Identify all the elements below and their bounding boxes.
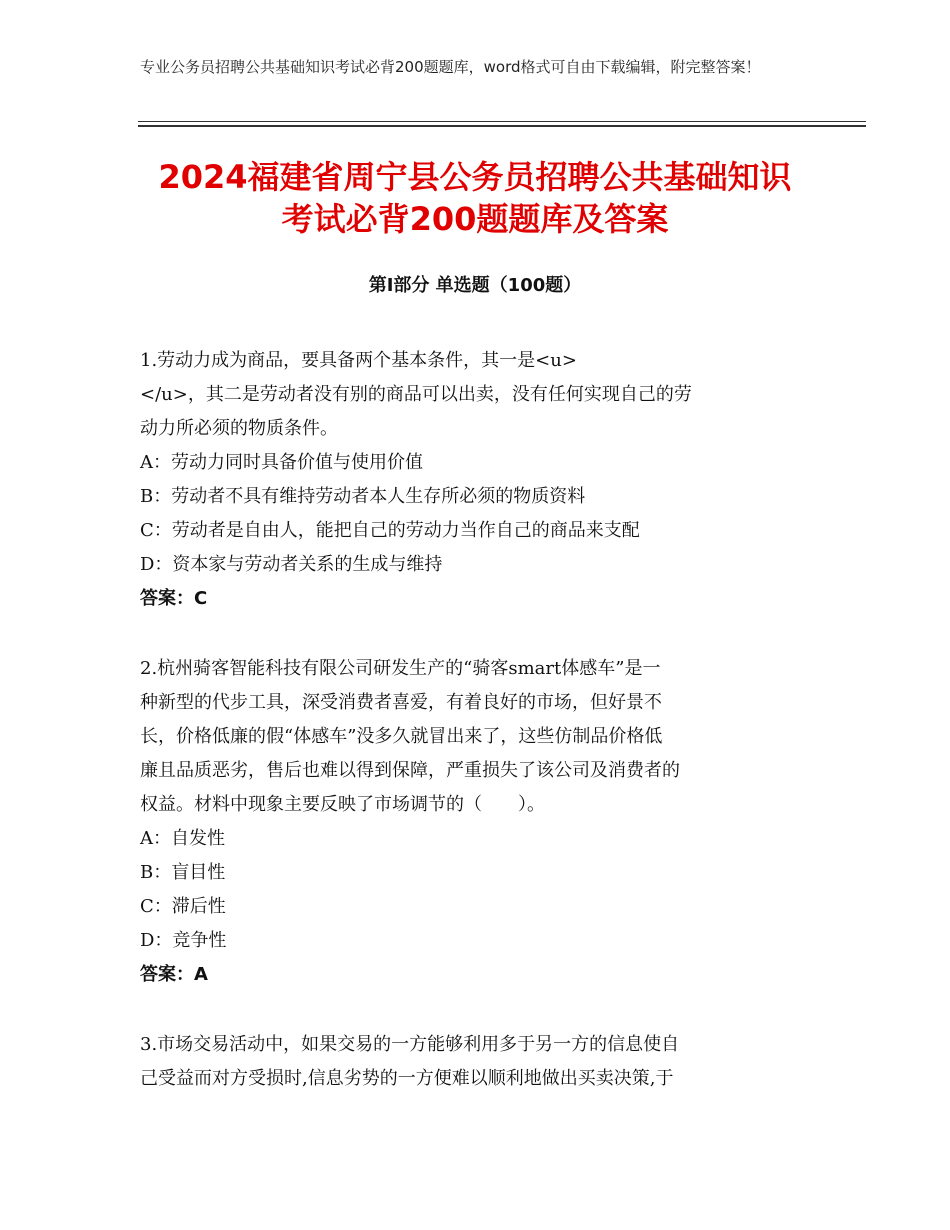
question-stem-line: 动力所必须的物质条件。 xyxy=(140,418,338,439)
option-b: B：盲目性 xyxy=(140,862,226,883)
question-3 xyxy=(140,1028,800,1096)
header-rule-thick xyxy=(138,125,866,127)
option-a: A：自发性 xyxy=(140,828,225,849)
question-stem-line: 1.劳动力成为商品，要具备两个基本条件，其一是<u> xyxy=(140,350,577,371)
question-stem-line: </u>，其二是劳动者没有别的商品可以出卖，没有任何实现自己的劳 xyxy=(140,384,692,405)
question-stem-line: 廉且品质恶劣，售后也难以得到保障，严重损失了该公司及消费者的 xyxy=(140,760,680,781)
question-stem-line: 3.市场交易活动中，如果交易的一方能够利用多于另一方的信息使自 xyxy=(140,1034,680,1055)
question-stem-line: 己受益而对方受损时,信息劣势的一方便难以顺利地做出买卖决策,于 xyxy=(140,1068,674,1089)
option-c: C：劳动者是自由人，能把自己的劳动力当作自己的商品来支配 xyxy=(140,520,640,541)
question-list xyxy=(140,344,800,1132)
option-d: D：资本家与劳动者关系的生成与维持 xyxy=(140,554,443,575)
document-title xyxy=(100,156,850,240)
option-b: B：劳动者不具有维持劳动者本人生存所必须的物质资料 xyxy=(140,486,586,507)
question-stem-line: 种新型的代步工具，深受消费者喜爱，有着良好的市场，但好景不 xyxy=(140,692,662,713)
option-a: A：劳动力同时具备价值与使用价值 xyxy=(140,452,423,473)
option-d: D：竞争性 xyxy=(140,930,227,951)
answer: 答案：A xyxy=(140,964,208,985)
question-2 xyxy=(140,652,800,992)
section-title: 第Ⅰ部分 单选题（100题） xyxy=(368,275,582,296)
header-note: 专业公务员招聘公共基础知识考试必背200题题库，word格式可自由下载编辑，附完整答案！ xyxy=(140,58,761,76)
title-line-2: 考试必背200题题库及答案 xyxy=(281,200,669,238)
question-1 xyxy=(140,344,800,616)
question-stem-line: 权益。材料中现象主要反映了市场调节的（ ）。 xyxy=(140,794,545,815)
title-line-1: 2024福建省周宁县公务员招聘公共基础知识 xyxy=(158,158,792,196)
answer: 答案：C xyxy=(140,588,208,609)
question-stem-line: 长，价格低廉的假“体感车”没多久就冒出来了，这些仿制品价格低 xyxy=(140,726,663,747)
header-rule-thin xyxy=(138,121,866,122)
option-c: C：滞后性 xyxy=(140,896,226,917)
question-stem-line: 2.杭州骑客智能科技有限公司研发生产的“骑客smart体感车”是一 xyxy=(140,658,661,679)
